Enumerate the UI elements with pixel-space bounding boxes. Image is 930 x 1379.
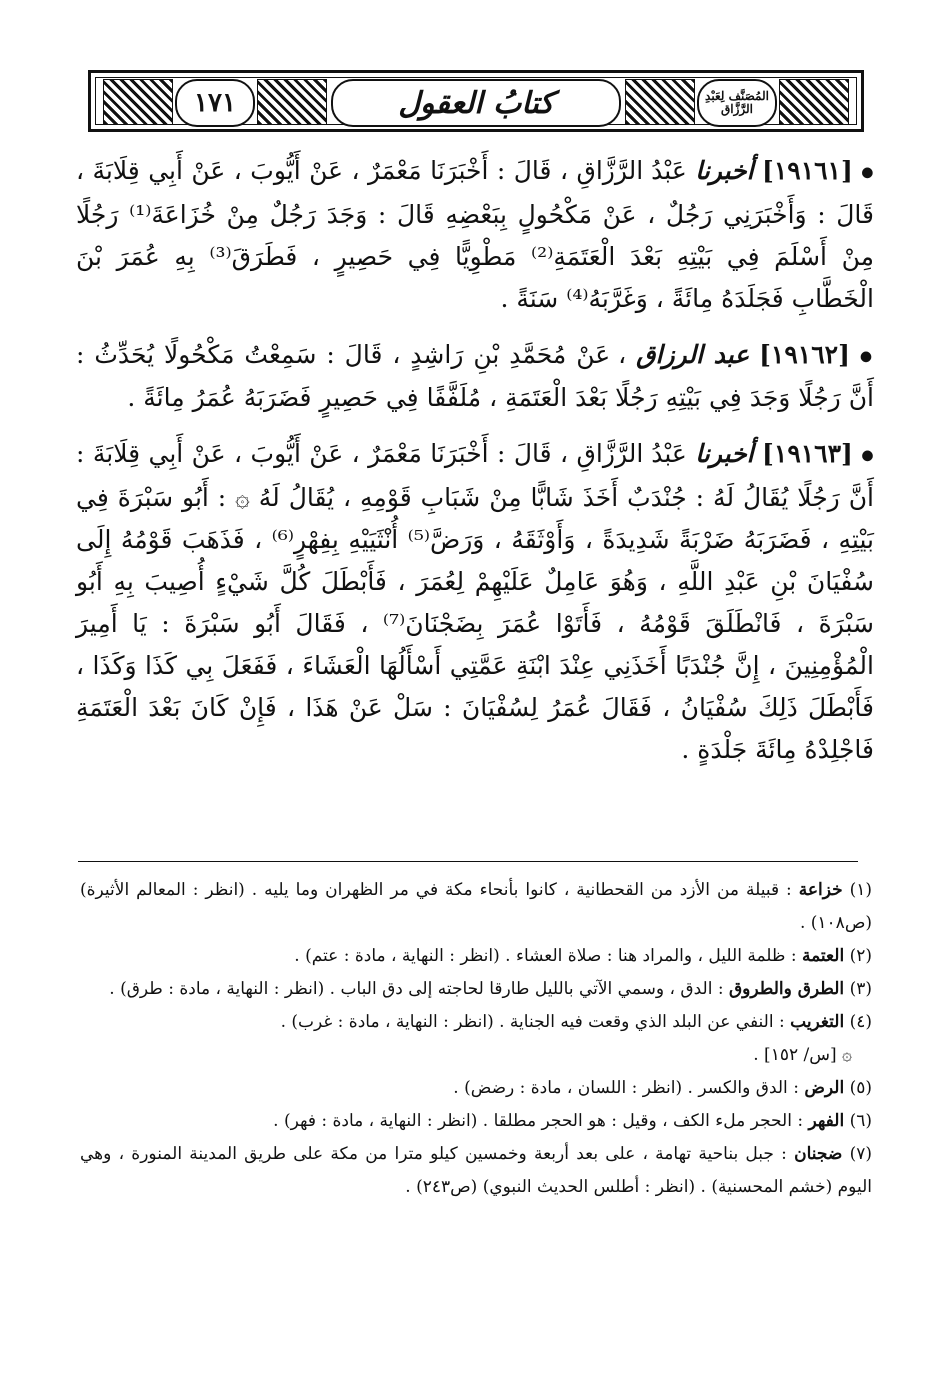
footnote-divider (78, 861, 858, 862)
ornament-icon (103, 79, 173, 125)
footnote-ref: (٢) (849, 946, 872, 966)
footnote-term: الفهر (808, 1111, 845, 1131)
footnote (80, 1105, 872, 1138)
bullet-icon: ● (859, 348, 875, 364)
footnote-text: : الدق ، وسمي الآتي بالليل طارقا لحاجته إلى دق الباب . (انظر : النهاية ، مادة : طرق) . (109, 979, 724, 999)
ornament-icon (625, 79, 695, 125)
series-title: المُصَنَّف لِعَبْدِ الرَّزَّاق (697, 79, 777, 127)
footnote (80, 973, 872, 1006)
footnote-term: ضجنان (794, 1144, 843, 1164)
footnote-term: خزاعة (798, 880, 843, 900)
footnote-ref: (٦) (849, 1111, 872, 1131)
footnote (80, 874, 872, 940)
hadith-entry (76, 150, 874, 320)
hadith-text: عَبْدُ الرَّزَّاقِ ، قَالَ : أَخْبَرَنَا مَعْمَرٌ ، عَنْ أَيُّوبَ ، عَنْ أَبِي قِلَابَةَ ، قَالَ : وَأَخْبَرَنِي رَجُلٌ ، عَنْ مَكْحُولٍ بِبَعْضِهِ قَالَ : وَجَدَ رَجُلٌ مِنْ خُزَاعَةَ⁽¹⁾ رَجُلًا مِنْ أَسْلَمَ فِي بَيْتِهِ بَعْدَ الْعَتَمَةِ⁽²⁾ مَطْوِيًّا فِي حَصِيرٍ ، فَطَرَقَ⁽³⁾ بِهِ عُمَرَ بْنَ الْخَطَّابِ فَجَلَدَهُ مِائَةً ، وَغَرَّبَهُ⁽⁴⁾ سَنَةً . (76, 156, 875, 313)
hadith-intro: أخبرنا (695, 439, 754, 468)
footnote-text: : الدق والكسر . (انظر : اللسان ، مادة : رضض) . (453, 1078, 799, 1098)
page-number: ١٧١ (175, 79, 255, 127)
bullet-icon: ● (861, 447, 875, 464)
footnote-term: الرض (804, 1078, 845, 1098)
hadith-intro: أخبرنا (695, 156, 754, 185)
footnote-ref: (٣) (849, 979, 872, 999)
hadith-number: [١٩١٦١] (762, 156, 853, 185)
footnote-text: : قبيلة من الأزد من القحطانية ، كانوا بأنحاء مكة في مر الظهران وما يليه . (انظر : المعالم الأثيرة) (ص١٠٨) . (80, 880, 872, 933)
book-title: كتابُ العقول (331, 79, 621, 127)
footnote-text: : جبل بناحية تهامة ، على بعد أربعة وخمسين كيلو مترا من مكة على طريق المدينة المنورة ، وهي اليوم (خشم المحسنية) . (انظر : أطلس الحديث النبوي) (ص٢٤٣) . (80, 1144, 872, 1197)
ornament-icon (257, 79, 327, 125)
footnote-text: : النفي عن البلد الذي وقعت فيه الجناية . (انظر : النهاية ، مادة : غرب) . (280, 1012, 785, 1032)
hadith-text: ، عَنْ مُحَمَّدِ بْنِ رَاشِدٍ ، قَالَ : سَمِعْتُ مَكْحُولًا يُحَدِّثُ : أَنَّ رَجُلًا وَجَدَ فِي بَيْتِهِ رَجُلًا بَعْدَ الْعَتَمَةِ ، مُلَفَّفًا فِي حَصِيرٍ فَضَرَبَهُ عُمَرُ مِائَةً . (76, 339, 874, 412)
footnote-term: العتمة (801, 946, 845, 966)
footnote (80, 1072, 872, 1105)
footnote (80, 1006, 872, 1039)
bullet-icon: ● (861, 164, 874, 181)
hadith-number: [١٩١٦٣] (762, 439, 853, 468)
footnote-ref: (٤) (849, 1012, 872, 1032)
main-text (76, 150, 874, 785)
footnote-term: التغريب (790, 1012, 845, 1032)
hadith-entry (76, 334, 874, 420)
hadith-text: عَبْدُ الرَّزَّاقِ ، قَالَ : أَخْبَرَنَا مَعْمَرٌ ، عَنْ أَيُّوبَ ، عَنْ أَبِي قِلَابَةَ : أَنَّ رَجُلًا يُقَالُ لَهُ : جُنْدَبٌ أَخَذَ شَابًّا مِنْ شَبَابِ قَوْمِهِ ، يُقَالُ لَهُ ۞ : أَبُو سَبْرَةَ فِي بَيْتِهِ ، فَضَرَبَهُ ضَرْبَةً شَدِيدَةً ، وَأَوْثَقَهُ ، وَرَضَّ⁽⁵⁾ أُنْثَيَيْهِ بِفِهْرٍ⁽⁶⁾ ، فَذَهَبَ قَوْمُهُ إِلَى سُفْيَانَ بْنِ عَبْدِ اللَّهِ ، وَهُوَ عَامِلٌ عَلَيْهِمْ لِعُمَرَ ، فَأَبْطَلَ كُلَّ شَيْءٍ أُصِيبَ بِهِ أَبُو سَبْرَةَ ، فَانْطَلَقَ قَوْمُهُ ، فَأَتَوْا عُمَرَ بِضَجْنَانَ⁽⁷⁾ ، فَقَالَ أَبُو سَبْرَةَ : يَا أَمِيرَ الْمُؤْمِنِينَ ، إِنَّ جُنْدَبًا أَخَذَنِي عِنْدَ ابْنَةِ عَمَّتِي أَسْأَلُهَا الْعَشَاءَ ، فَفَعَلَ بِي كَذَا وَكَذَا ، فَأَبْطَلَ ذَلِكَ سُفْيَانُ ، فَقَالَ عُمَرُ لِسُفْيَانَ : سَلْ عَنْ هَذَا ، فَإِنْ كَانَ بَعْدَ الْعَتَمَةِ فَاجْلِدْهُ مِائَةَ جَلْدَةٍ . (76, 439, 874, 764)
footnote-ref: (٧) (849, 1144, 873, 1164)
footnote-term: الطرق والطروق (728, 979, 845, 999)
footnote-text: [س/ ١٥٢] . (753, 1045, 837, 1065)
manuscript-marker-icon: ۞ (842, 1045, 852, 1065)
footnote (80, 1138, 872, 1204)
footnote-ref: (٥) (849, 1078, 872, 1098)
footnote (80, 940, 872, 973)
hadith-intro: عبد الرزاق (636, 339, 750, 369)
hadith-entry (76, 433, 874, 771)
page-header (88, 70, 864, 132)
hadith-number: [١٩١٦٢] (759, 339, 850, 369)
manuscript-page-ref (80, 1039, 852, 1072)
footnote-text: : ظلمة الليل ، والمراد هنا : صلاة العشاء . (انظر : النهاية ، مادة : عتم) . (294, 946, 797, 966)
footnote-text: : الحجر ملء الكف ، وقيل : هو الحجر مطلقا . (انظر : النهاية ، مادة : فهر) . (273, 1111, 804, 1131)
footnote-ref: (١) (849, 880, 873, 900)
ornament-icon (779, 79, 849, 125)
footnotes (80, 874, 872, 1204)
